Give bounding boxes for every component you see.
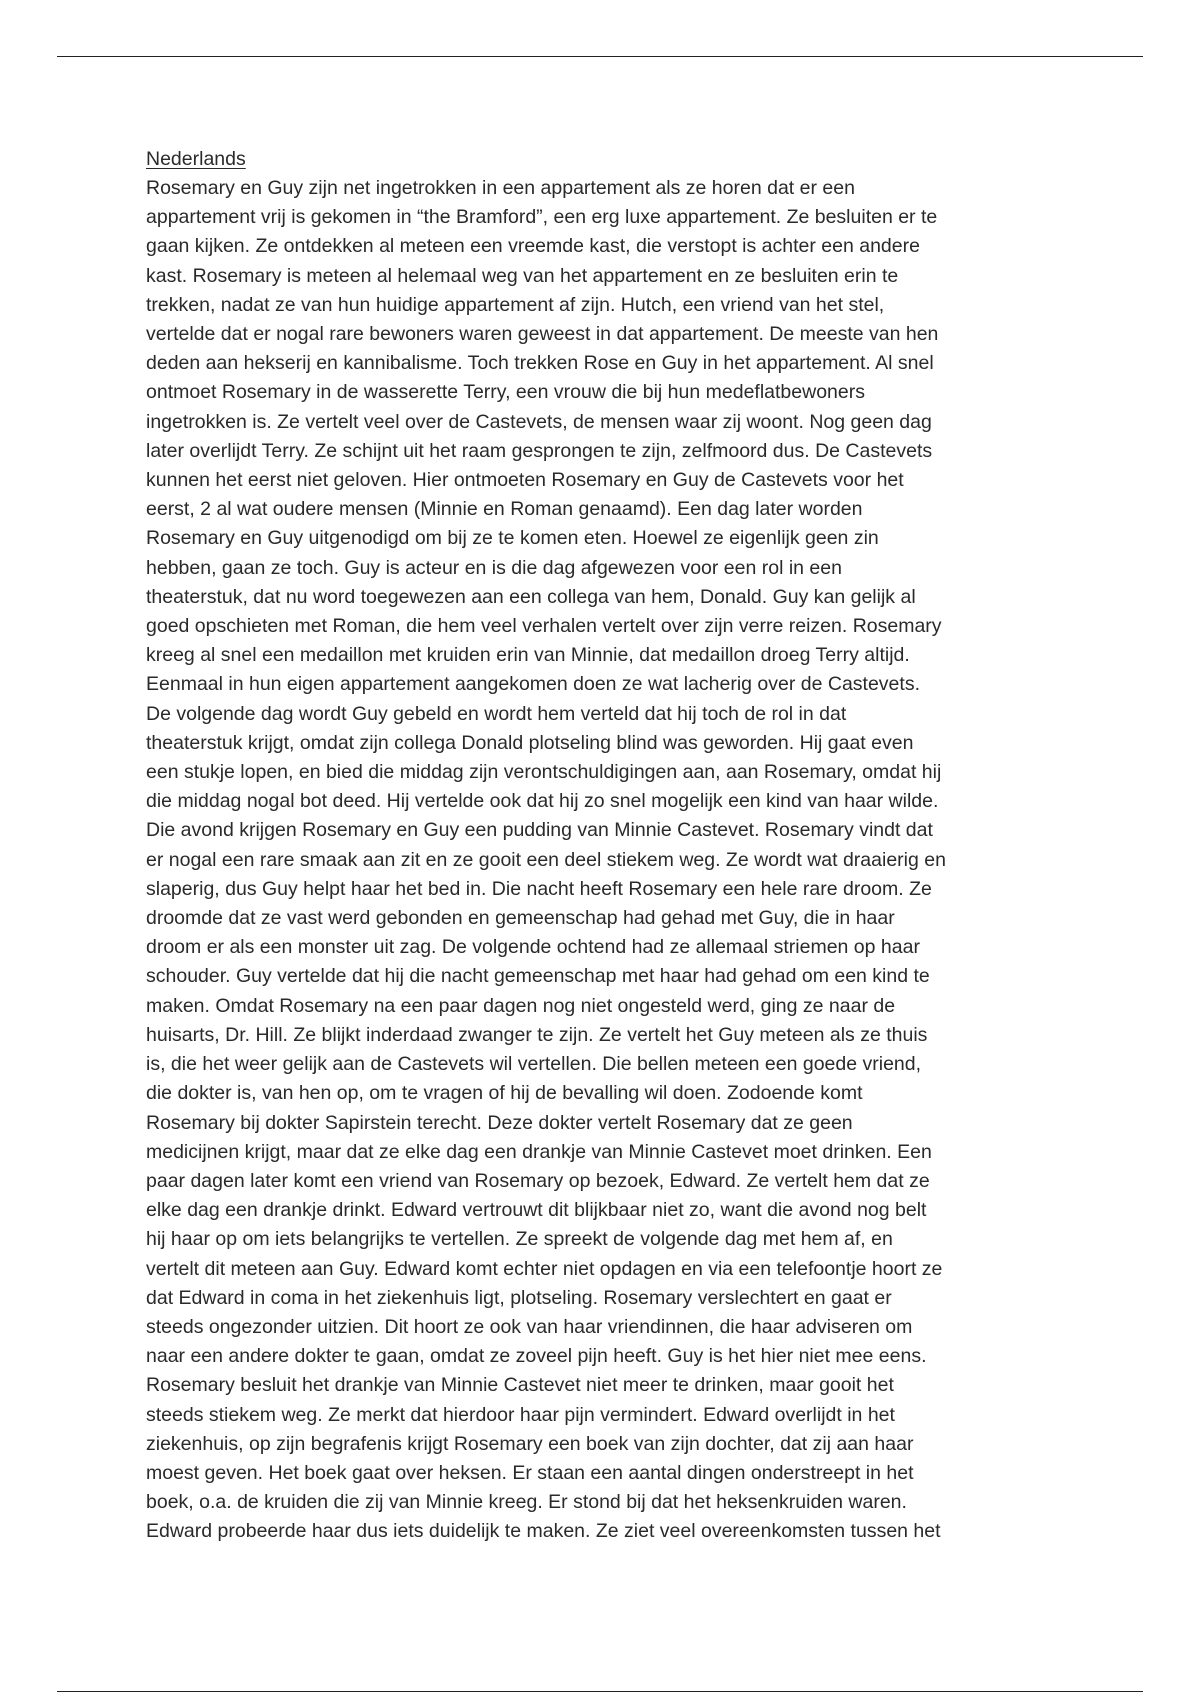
text-line: goed opschieten met Roman, die hem veel verhalen vertelt over zijn verre reizen. Rosemary xyxy=(146,615,942,638)
text-line: hebben, gaan ze toch. Guy is acteur en is die dag afgewezen voor een rol in een xyxy=(146,556,842,579)
text-line: er nogal een rare smaak aan zit en ze gooit een deel stiekem weg. Ze wordt wat draaierig en xyxy=(146,848,946,871)
text-line: droom er als een monster uit zag. De volgende ochtend had ze allemaal striemen op haar xyxy=(146,936,920,959)
text-line: elke dag een drankje drinkt. Edward vertrouwt dit blijkbaar niet zo, want die avond nog belt xyxy=(146,1199,927,1222)
text-line: later overlijdt Terry. Ze schijnt uit het raam gesprongen te zijn, zelfmoord dus. De Castevets xyxy=(146,439,933,462)
text-line: steeds stiekem weg. Ze merkt dat hierdoor haar pijn vermindert. Edward overlijdt in het xyxy=(146,1403,895,1426)
text-line: huisarts, Dr. Hill. Ze blijkt inderdaad zwanger te zijn. Ze vertelt het Guy meteen als ze thuis xyxy=(146,1023,928,1046)
text-line: die dokter is, van hen op, om te vragen of hij de bevalling wil doen. Zodoende komt xyxy=(146,1082,863,1105)
text-line: moest geven. Het boek gaat over heksen. Er staan een aantal dingen onderstreept in het xyxy=(146,1461,914,1484)
text-line: vertelde dat er nogal rare bewoners waren geweest in dat appartement. De meeste van hen xyxy=(146,323,939,346)
paragraph xyxy=(146,174,1086,1547)
text-line: appartement vrij is gekomen in “the Bramford”, een erg luxe appartement. Ze besluiten er te xyxy=(146,206,938,229)
section-heading: Nederlands xyxy=(146,148,246,170)
text-line: Rosemary en Guy zijn net ingetrokken in een appartement als ze horen dat er een xyxy=(146,177,855,199)
footer-rule xyxy=(57,1691,1143,1692)
header-rule xyxy=(57,56,1143,57)
text-line: steeds ongezonder uitzien. Dit hoort ze ook van haar vriendinnen, die haar adviseren om xyxy=(146,1315,913,1338)
text-line: die middag nogal bot deed. Hij vertelde ook dat hij zo snel mogelijk een kind van haar wilde. xyxy=(146,790,939,813)
text-line: kunnen het eerst niet geloven. Hier ontmoeten Rosemary en Guy de Castevets voor het xyxy=(146,469,904,492)
text-line: naar een andere dokter te gaan, omdat ze zoveel pijn heeft. Guy is het hier niet mee eens. xyxy=(146,1345,927,1368)
text-line: een stukje lopen, en bied die middag zijn verontschuldigingen aan, aan Rosemary, omdat hij xyxy=(146,761,942,784)
text-line: theaterstuk, dat nu word toegewezen aan een collega van hem, Donald. Guy kan gelijk al xyxy=(146,585,916,608)
text-line: Rosemary besluit het drankje van Minnie Castevet niet meer te drinken, maar gooit het xyxy=(146,1374,894,1397)
text-line: ziekenhuis, op zijn begrafenis krijgt Rosemary een boek van zijn dochter, dat zij aan haar xyxy=(146,1432,914,1455)
text-line: boek, o.a. de kruiden die zij van Minnie kreeg. Er stond bij dat het heksenkruiden waren. xyxy=(146,1491,907,1514)
text-line: ontmoet Rosemary in de wasserette Terry, een vrouw die bij hun medeflatbewoners xyxy=(146,381,865,404)
text-line: medicijnen krijgt, maar dat ze elke dag een drankje van Minnie Castevet moet drinken. Een xyxy=(146,1140,932,1163)
text-line: Rosemary en Guy uitgenodigd om bij ze te komen eten. Hoewel ze eigenlijk geen zin xyxy=(146,527,879,550)
text-line: Rosemary bij dokter Sapirstein terecht. Deze dokter vertelt Rosemary dat ze geen xyxy=(146,1111,853,1134)
text-line: De volgende dag wordt Guy gebeld en wordt hem verteld dat hij toch de rol in dat xyxy=(146,702,847,725)
text-line: deden aan hekserij en kannibalisme. Toch trekken Rose en Guy in het appartement. Al snel xyxy=(146,352,934,375)
text-line: paar dagen later komt een vriend van Rosemary op bezoek, Edward. Ze vertelt hem dat ze xyxy=(146,1169,930,1192)
text-line: schouder. Guy vertelde dat hij die nacht gemeenschap met haar had gehad om een kind te xyxy=(146,965,930,988)
text-line: kreeg al snel een medaillon met kruiden erin van Minnie, dat medaillon droeg Terry altijd. xyxy=(146,644,910,667)
text-line: eerst, 2 al wat oudere mensen (Minnie en Roman genaamd). Een dag later worden xyxy=(146,498,863,521)
text-line: hij haar op om iets belangrijks te vertellen. Ze spreekt de volgende dag met hem af, en xyxy=(146,1228,893,1251)
text-line: is, die het weer gelijk aan de Castevets wil vertellen. Die bellen meteen een goede vriend, xyxy=(146,1053,922,1076)
text-line: maken. Omdat Rosemary na een paar dagen nog niet ongesteld werd, ging ze naar de xyxy=(146,994,896,1017)
text-line: vertelt dit meteen aan Guy. Edward komt echter niet opdagen en via een telefoontje hoort ze xyxy=(146,1257,943,1280)
text-line: Die avond krijgen Rosemary en Guy een pudding van Minnie Castevet. Rosemary vindt dat xyxy=(146,819,933,842)
text-line: Edward probeerde haar dus iets duidelijk te maken. Ze ziet veel overeenkomsten tussen het xyxy=(146,1520,941,1543)
text-line: slaperig, dus Guy helpt haar het bed in. Die nacht heeft Rosemary een hele rare droom. Ze xyxy=(146,877,932,900)
text-line: ingetrokken is. Ze vertelt veel over de Castevets, de mensen waar zij woont. Nog geen dag xyxy=(146,410,932,433)
text-line: theaterstuk krijgt, omdat zijn collega Donald plotseling blind was geworden. Hij gaat even xyxy=(146,731,914,754)
text-line: trekken, nadat ze van hun huidige appartement af zijn. Hutch, een vriend van het stel, xyxy=(146,293,885,316)
text-line: kast. Rosemary is meteen al helemaal weg van het appartement en ze besluiten erin te xyxy=(146,264,899,287)
text-line: dat Edward in coma in het ziekenhuis ligt, plotseling. Rosemary verslechtert en gaat er xyxy=(146,1286,892,1309)
text-line: Eenmaal in hun eigen appartement aangekomen doen ze wat lacherig over de Castevets. xyxy=(146,673,920,696)
text-line: droomde dat ze vast werd gebonden en gemeenschap had gehad met Guy, die in haar xyxy=(146,907,895,930)
text-line: gaan kijken. Ze ontdekken al meteen een vreemde kast, die verstopt is achter een andere xyxy=(146,235,920,258)
document-body xyxy=(146,145,1086,1547)
